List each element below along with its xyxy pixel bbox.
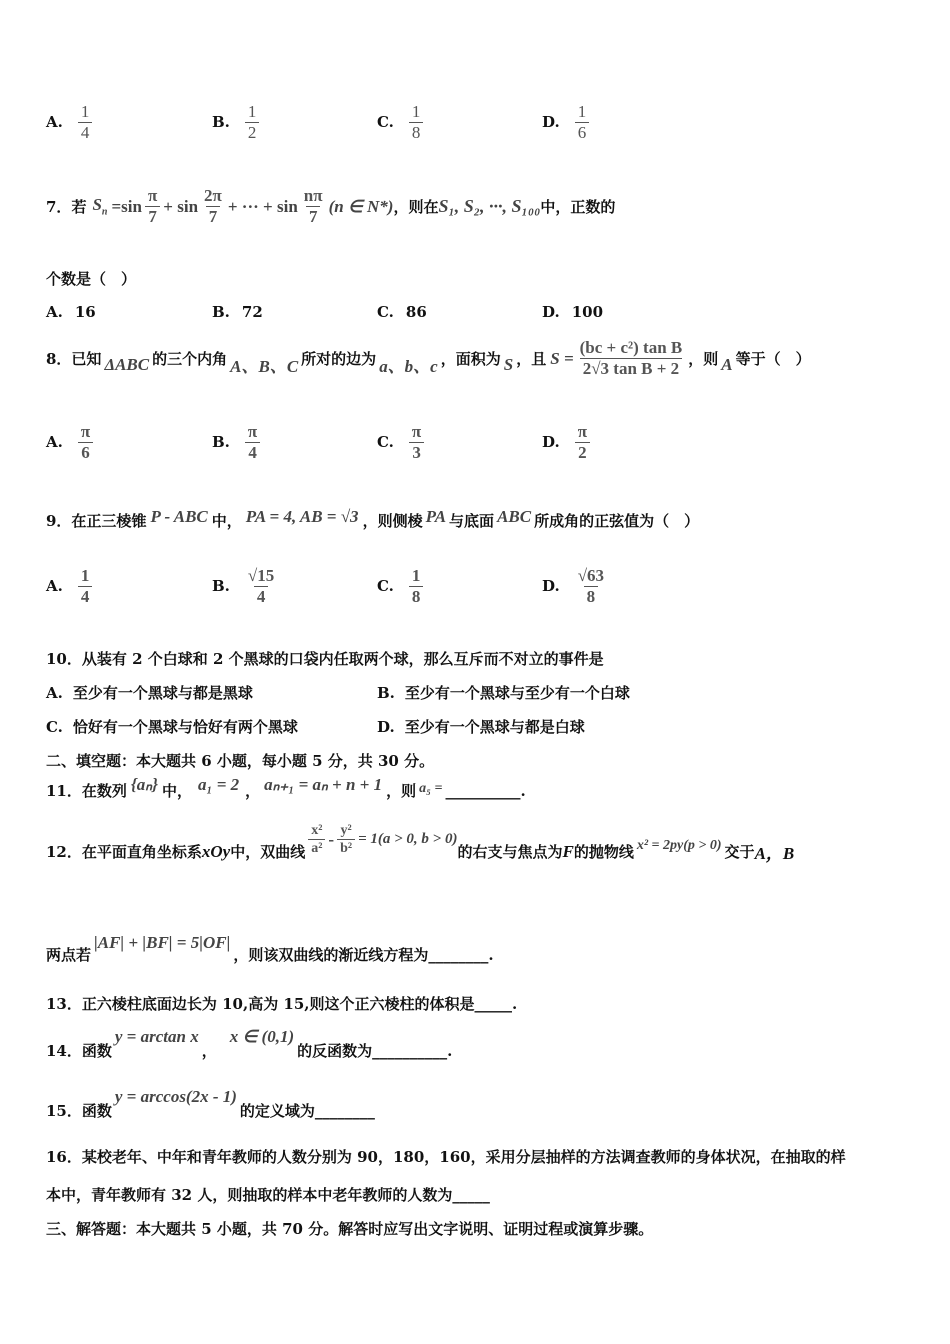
option-label: C.	[377, 303, 394, 321]
option-label: B.	[212, 432, 230, 451]
section-3-heading: 三、解答题：本大题共 5 小题，共 70 分。解答时应写出文字说明、证明过程或演算步骤。	[46, 1220, 654, 1238]
denominator: 2	[245, 122, 260, 143]
fraction	[245, 566, 277, 607]
numerator: π	[147, 186, 158, 205]
q7-plus: + sin	[163, 196, 199, 216]
q8-s: S	[503, 354, 514, 374]
q10-option-d	[377, 716, 585, 737]
q14-number: 14．函数	[46, 1042, 112, 1060]
question-15	[46, 1086, 375, 1120]
question-9	[46, 506, 700, 531]
symbol: S	[92, 195, 102, 215]
q12-text: 两点若	[46, 946, 92, 964]
numerator: π	[80, 422, 91, 441]
option-label: A.	[46, 112, 63, 131]
q8-formula-lhs: S =	[550, 348, 574, 368]
q9-option-b	[212, 566, 280, 607]
option-text: 至少有一个黑球与至少有一个白球	[404, 684, 630, 702]
numerator: (bc + c²) tan B	[579, 338, 683, 357]
q8-text: ，面积为	[440, 350, 501, 368]
denominator: 2√3 tan B + 2	[580, 358, 682, 379]
numerator: 1	[411, 566, 421, 585]
q6-option-d	[542, 102, 592, 143]
q12-number: 12．在平面直角坐标系	[46, 843, 202, 861]
q14-domain: x ∈ (0,1)	[229, 1026, 295, 1046]
q14-tail: 的反函数为__________.	[297, 1042, 453, 1060]
q16-line1: 16．某校老年、中年和青年教师的人数分别为 90，180，160，采用分层抽样的方法调查教师的身体状况，在抽取的样	[46, 1148, 846, 1166]
numerator: √63	[577, 566, 605, 585]
numerator: y²	[340, 823, 352, 838]
fraction	[78, 102, 93, 143]
q7-option-c	[377, 303, 427, 321]
q8-number: 8．已知	[46, 350, 102, 368]
option-label: D.	[542, 576, 560, 595]
q12-f: F	[562, 841, 574, 861]
q11-a5: a₅ =	[419, 780, 443, 796]
denominator: b²	[337, 839, 355, 857]
q10-stem: 10．从装有 2 个白球和 2 个黑球的口袋内任取两个球，那么互斥而不对立的事件是	[46, 650, 604, 668]
denominator: 7	[145, 206, 160, 227]
denominator: 8	[584, 586, 599, 607]
fraction	[575, 422, 590, 463]
q8-text: ，且	[516, 350, 547, 368]
q7-number: 7．	[46, 198, 72, 216]
option-label: B.	[212, 303, 230, 321]
q9-pa: PA	[425, 506, 447, 526]
option-label: C.	[377, 112, 394, 131]
q7-eq: =sin	[111, 196, 142, 216]
q9-number: 9．在正三棱锥	[46, 512, 147, 530]
question-14	[46, 1026, 453, 1060]
option-label: B.	[212, 112, 230, 131]
numerator: x²	[311, 823, 323, 838]
option-label: D.	[377, 718, 395, 736]
q6-option-c	[377, 102, 426, 143]
q8-formula-frac	[577, 338, 686, 379]
q8-text: 的三个内角	[152, 350, 228, 368]
q6-option-b	[212, 102, 262, 143]
q9-option-c	[377, 566, 426, 607]
q14-comma: ，	[201, 1042, 217, 1060]
q8-text: 所对的边为	[301, 350, 377, 368]
fraction	[245, 102, 260, 143]
q7-frac2	[201, 186, 225, 227]
question-13: 13．正六棱柱底面边长为 10,高为 15,则这个正六棱柱的体积是_____.	[46, 995, 518, 1013]
q7-seq: S₁, S₂, ···, S₁₀₀	[438, 196, 541, 216]
q7-option-a	[46, 303, 96, 321]
denominator: 4	[254, 586, 269, 607]
q7-lead: 若	[71, 198, 87, 216]
q11-text: ，	[245, 782, 261, 800]
q7-tail: 中，正数的	[540, 198, 616, 216]
q7-option-d	[542, 303, 603, 321]
q8-option-c	[377, 422, 427, 463]
q12-parabola: x² = 2py(p > 0)	[636, 837, 722, 853]
q7-dots: + ··· + sin	[227, 196, 298, 216]
denominator: 4	[78, 586, 93, 607]
fraction	[409, 422, 424, 463]
q12-ab: A，B	[754, 844, 795, 863]
q8-text: 等于（ ）	[735, 350, 811, 368]
q9-text: 中，	[211, 512, 242, 530]
option-label: A.	[46, 303, 63, 321]
option-text: 至少有一个黑球与都是黑球	[72, 684, 253, 702]
q9-text: 与底面	[449, 512, 495, 530]
option-label: C.	[377, 576, 394, 595]
question-8	[46, 338, 811, 379]
q7-line2: 个数是（ ）	[46, 270, 137, 288]
q12-frac1	[308, 822, 325, 857]
question-7	[46, 186, 615, 227]
q15-tail: 的定义域为________	[239, 1102, 375, 1120]
numerator: 1	[80, 566, 90, 585]
option-label: A.	[46, 576, 63, 595]
fraction	[409, 566, 424, 607]
q11-text: ，则	[386, 782, 417, 800]
q11-recurrence: aₙ₊₁ = aₙ + n + 1	[264, 774, 383, 794]
q8-sides: a、b、c	[379, 357, 438, 376]
option-label: D.	[542, 303, 560, 321]
denominator: 4	[78, 122, 93, 143]
q14-function: y = arctan x	[114, 1026, 199, 1046]
q12-text: 交于	[724, 843, 755, 861]
option-text: 恰好有一个黑球与恰好有两个黑球	[72, 718, 298, 736]
q10-option-b	[377, 682, 630, 703]
fraction	[409, 102, 424, 143]
fraction	[245, 422, 260, 463]
q7-frac1	[145, 186, 160, 227]
question-12	[46, 823, 795, 869]
option-label: D.	[542, 432, 560, 451]
q8-option-d	[542, 422, 593, 463]
q15-number: 15．函数	[46, 1102, 112, 1120]
q8-triangle: ΔABC	[104, 354, 150, 374]
denominator: 4	[245, 442, 260, 463]
q7-frac3	[301, 186, 326, 227]
q7-formula	[92, 195, 107, 217]
q11-seq: {aₙ}	[130, 774, 158, 794]
denominator: 7	[206, 206, 221, 227]
question-12-line2	[46, 932, 494, 964]
q12-xoy: xOy	[201, 841, 231, 861]
option-label: B.	[212, 576, 230, 595]
option-label: B.	[377, 684, 395, 702]
q11-blank[interactable]: __________.	[445, 781, 526, 800]
q12-condition: |AF| + |BF| = 5|OF|	[94, 932, 231, 952]
fraction	[575, 102, 590, 143]
q8-option-a	[46, 422, 96, 463]
q12-frac2	[337, 822, 355, 857]
q9-option-a	[46, 566, 95, 607]
denominator: 2	[575, 442, 590, 463]
option-label: C.	[377, 432, 394, 451]
q10-option-a	[46, 682, 253, 703]
option-text: 100	[571, 303, 604, 321]
q9-given: PA = 4, AB = √3	[245, 506, 359, 526]
numerator: 1	[411, 102, 421, 121]
denominator: a²	[308, 839, 325, 857]
subscript: n	[101, 206, 108, 218]
q16-line2: 本中，青年教师有 32 人，则抽取的样本中老年教师的人数为_____	[46, 1186, 490, 1204]
denominator: 8	[409, 122, 424, 143]
q7-domain: (n ∈ N*)	[328, 196, 394, 216]
q8-angles: A、B、C	[230, 357, 299, 376]
question-11	[46, 774, 526, 801]
section-2-heading: 二、填空题：本大题共 6 小题，每小题 5 分，共 30 分。	[46, 752, 435, 770]
fraction	[78, 566, 93, 607]
q6-option-a	[46, 102, 95, 143]
numerator: √15	[247, 566, 275, 585]
numerator: 2π	[204, 186, 222, 205]
q12-text: 中，双曲线	[230, 843, 306, 861]
q8-option-b	[212, 422, 263, 463]
q12-minus: -	[328, 829, 335, 849]
q15-function: y = arccos(2x - 1)	[114, 1086, 237, 1106]
denominator: 3	[409, 442, 424, 463]
q9-text: ，则侧棱	[362, 512, 423, 530]
denominator: 6	[78, 442, 93, 463]
numerator: nπ	[303, 186, 323, 205]
q9-abc: ABC	[497, 506, 532, 526]
q12-text: 的右支与焦点为	[457, 843, 563, 861]
fraction	[575, 566, 607, 607]
q9-option-d	[542, 566, 610, 607]
q9-pyramid: P - ABC	[150, 506, 208, 526]
option-label: A.	[46, 684, 63, 702]
q11-number: 11．在数列	[46, 782, 127, 800]
numerator: 1	[80, 102, 90, 121]
q12-text: 的抛物线	[573, 843, 634, 861]
fraction	[78, 422, 93, 463]
option-text: 至少有一个黑球与都是白球	[404, 718, 585, 736]
option-text: 72	[241, 303, 263, 321]
numerator: π	[411, 422, 422, 441]
q8-text: ，则	[688, 350, 719, 368]
numerator: π	[247, 422, 258, 441]
numerator: 1	[247, 102, 257, 121]
q12-hyperbola-rest: = 1(a > 0, b > 0)	[358, 831, 458, 847]
option-label: C.	[46, 718, 63, 736]
option-label: A.	[46, 432, 63, 451]
q12-text: ，则该双曲线的渐近线方程为________.	[233, 946, 494, 964]
denominator: 8	[409, 586, 424, 607]
q8-a: A	[721, 354, 733, 374]
q10-option-c	[46, 716, 298, 737]
denominator: 7	[306, 206, 321, 227]
numerator: π	[577, 422, 588, 441]
denominator: 6	[575, 122, 590, 143]
q7-option-b	[212, 303, 263, 321]
numerator: 1	[577, 102, 587, 121]
q9-text: 所成角的正弦值为（ ）	[534, 512, 700, 530]
q11-text: 中，	[162, 782, 193, 800]
q7-middle: ，则在	[393, 198, 439, 216]
q11-a1: a₁ = 2	[198, 774, 240, 794]
option-label: D.	[542, 112, 560, 131]
option-text: 16	[74, 303, 96, 321]
option-text: 86	[405, 303, 427, 321]
